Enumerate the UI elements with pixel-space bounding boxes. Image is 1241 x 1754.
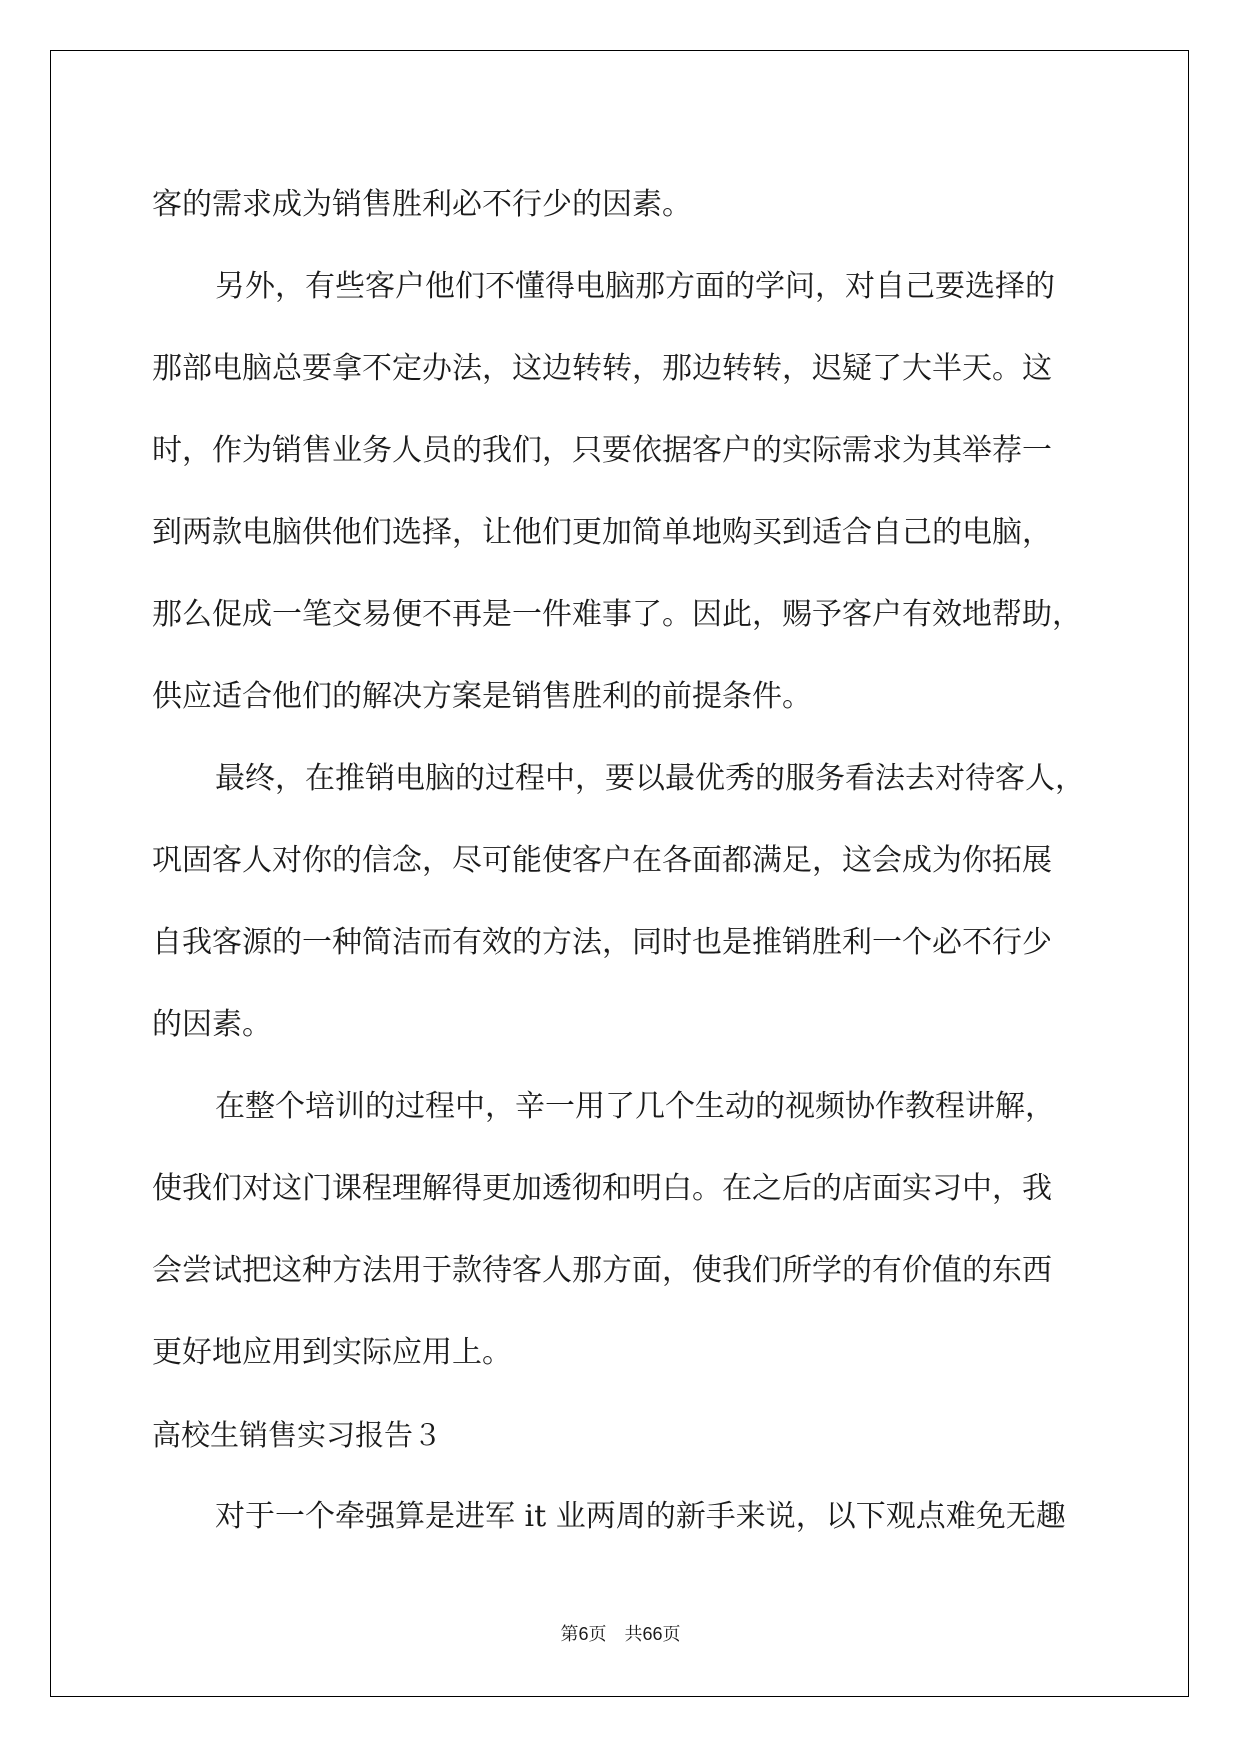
- text-line: 自我客源的一种简洁而有效的方法，同时也是推销胜利一个必不行少: [152, 925, 1052, 960]
- text-line: 巩固客人对你的信念，尽可能使客户在各面都满足，这会成为你拓展: [152, 843, 1052, 878]
- text-line: 供应适合他们的解决方案是销售胜利的前提条件。: [152, 679, 812, 714]
- text-line: 另外，有些客户他们不懂得电脑那方面的学问，对自己要选择的: [215, 269, 1055, 304]
- text-line: 客的需求成为销售胜利必不行少的因素。: [152, 187, 692, 222]
- total-page-count: 66: [642, 1624, 663, 1644]
- text-line: 使我们对这门课程理解得更加透彻和明白。在之后的店面实习中，我: [152, 1171, 1052, 1206]
- text-line: 到两款电脑供他们选择，让他们更加简单地购买到适合自己的电脑，: [152, 515, 1052, 550]
- text-line: 最终，在推销电脑的过程中，要以最优秀的服务看法去对待客人，: [215, 761, 1085, 796]
- text-line: 那么促成一笔交易便不再是一件难事了。因此，赐予客户有效地帮助，: [152, 597, 1082, 632]
- text-line: 更好地应用到实际应用上。: [152, 1335, 512, 1370]
- current-page-number: 6: [578, 1624, 589, 1644]
- footer-middle: 页 共: [588, 1624, 643, 1645]
- section-heading: 高校生销售实习报告３: [152, 1418, 443, 1452]
- text-line: 在整个培训的过程中，辛一用了几个生动的视频协作教程讲解，: [215, 1089, 1055, 1124]
- footer-suffix: 页: [662, 1624, 681, 1645]
- text-line: 的因素。: [152, 1007, 272, 1042]
- text-line: 时，作为销售业务人员的我们，只要依据客户的实际需求为其举荐一: [152, 433, 1052, 468]
- text-line: 那部电脑总要拿不定办法，这边转转，那边转转，迟疑了大半天。这: [152, 351, 1052, 386]
- text-line: 对于一个牵强算是进军 it 业两周的新手来说，以下观点难免无趣: [215, 1499, 1066, 1534]
- document-body: [152, 164, 1102, 1558]
- page-footer: [0, 1620, 1241, 1646]
- text-line: 会尝试把这种方法用于款待客人那方面，使我们所学的有价值的东西: [152, 1253, 1052, 1288]
- footer-prefix: 第: [560, 1624, 579, 1645]
